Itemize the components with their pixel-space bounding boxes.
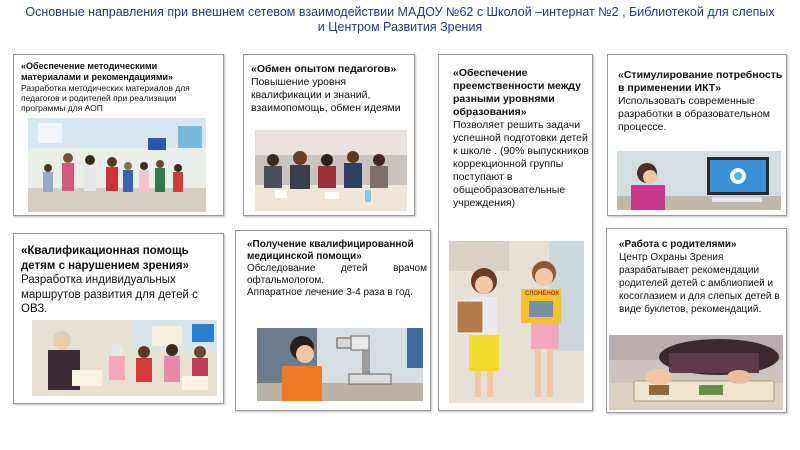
photo-children-books <box>449 241 584 403</box>
photo-teacher-kids <box>32 320 217 396</box>
card-continuity-text: Позволяет решить задачи успешной подготовки детей к школе . (90% выпускников коррекционной группы поступают в общеобразовательные учреждения) <box>453 119 589 209</box>
card-parents <box>606 228 787 413</box>
photo-teachers <box>255 130 407 211</box>
card-experience <box>243 54 415 216</box>
card-medical-help <box>235 230 431 411</box>
photo-group <box>28 118 206 212</box>
card-medical-help-text-1: Обследование детей врачом офтальмологом. <box>247 263 427 286</box>
book-label: СЛОНЁНОК <box>524 291 560 297</box>
card-experience-text: Повышение уровня квалификации и знаний, взаимопомощь, обмен идеями <box>251 76 401 114</box>
card-qualified-help-heading: «Квалификационная помощь детям с нарушением зрения» <box>21 245 189 272</box>
card-medical-help-text-2: Аппаратное лечение 3-4 раза в год. <box>247 287 413 298</box>
card-ict-heading: «Стимулирование потребность в применении ИКТ» <box>618 69 783 94</box>
card-medical-help-heading: «Получение квалифицированной медицинской помощи» <box>247 239 414 262</box>
card-ict <box>607 54 787 216</box>
card-continuity <box>438 54 593 411</box>
card-continuity-heading: «Обеспечение преемственности между разными уровнями образования» <box>453 67 581 118</box>
page-title <box>0 5 800 35</box>
card-methodical-text: Разработка методических материалов для педагогов и родителей при реализации программы для АОП <box>21 83 190 113</box>
card-qualified-help-text: Разработка индивидуальных маршрутов развития для детей с ОВЗ. <box>21 274 198 315</box>
card-experience-heading: «Обмен опытом педагогов» <box>251 63 397 75</box>
photo-computer <box>617 151 781 210</box>
card-methodical-heading: «Обеспечение методическими материалами и рекомендациями» <box>21 61 174 82</box>
card-parents-heading: «Работа с родителями» <box>619 239 737 250</box>
title-line-2: и Центром Развития Зрения <box>317 20 483 34</box>
photo-parent-child <box>609 335 783 410</box>
card-qualified-help <box>13 233 224 404</box>
card-ict-text: Использовать современные разработки в образовательном процессе. <box>618 95 771 133</box>
title-line-1: Основные направления при внешнем сетевом взаимодействии МАДОУ №62 с Школой –интернат №2 , Библиотекой для слепых <box>25 5 775 19</box>
photo-microscope <box>257 328 423 401</box>
card-parents-text: Центр Охраны Зрения разрабатывает рекомендации родителей детей с амблиопией и косоглазием и для слепых детей в виде буклетов, рекомендаций. <box>619 252 780 315</box>
card-methodical <box>13 54 224 216</box>
